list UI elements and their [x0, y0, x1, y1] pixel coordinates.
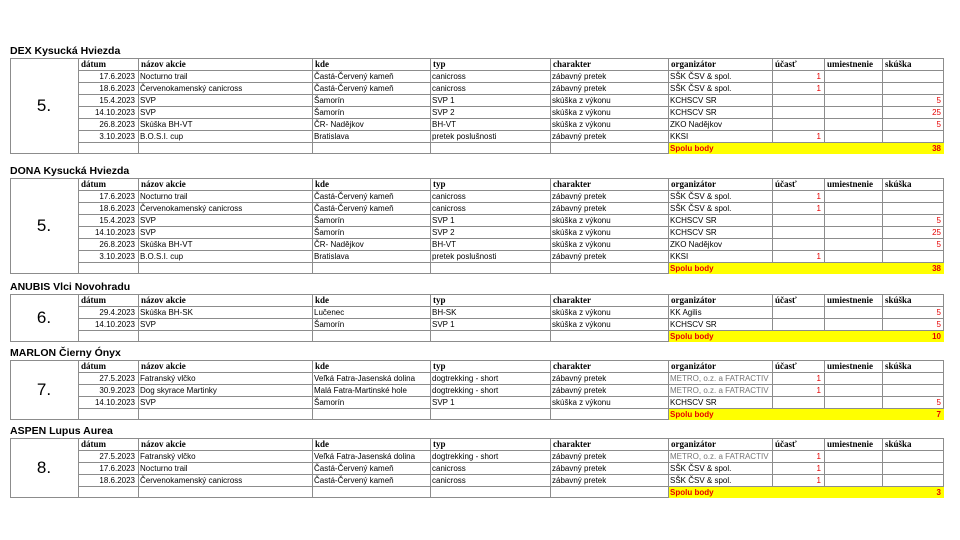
grid-line-v: [138, 178, 139, 274]
rank-label: 6.: [36, 308, 52, 327]
grid-line-v: [430, 360, 431, 420]
cell-umiest: [826, 239, 879, 251]
cell-ucast: [774, 95, 821, 107]
cell-typ: SVP 2: [432, 108, 455, 117]
cell-charakter: skúška z výkonu: [552, 216, 611, 225]
cell-ucast: [774, 307, 821, 319]
cell-nazov: Fatranský vlčko: [140, 374, 196, 383]
cell-umiest: [826, 397, 879, 409]
cell-typ: pretek poslušnosti: [432, 252, 497, 261]
grid-line-v: [78, 58, 79, 154]
cell-charakter: zábavný pretek: [552, 464, 607, 473]
cell-kde: Šamorín: [314, 320, 345, 329]
cell-skuska: [884, 373, 941, 385]
cell-org: SŠK ČSV & spol.: [670, 72, 732, 81]
cell-nazov: Skúška BH-SK: [140, 308, 193, 317]
cell-org: SŠK ČSV & spol.: [670, 84, 732, 93]
cell-typ: canicross: [432, 476, 466, 485]
column-header-org: organizátor: [671, 59, 716, 69]
grid-line-v: [550, 58, 551, 154]
grid-line-v: [550, 178, 551, 274]
cell-ucast: [774, 119, 821, 131]
cell-typ: dogtrekking - short: [432, 374, 499, 383]
total-value: 10: [932, 332, 941, 341]
cell-datum: 15.4.2023: [99, 96, 135, 105]
total-label: Spolu body: [670, 144, 714, 153]
cell-skuska: 25: [932, 228, 941, 237]
cell-kde: Bratislava: [314, 252, 350, 261]
cell-typ: BH-SK: [432, 308, 457, 317]
cell-kde: Veľká Fatra-Jasenská dolina: [314, 374, 416, 383]
cell-datum: 17.6.2023: [99, 192, 135, 201]
cell-typ: dogtrekking - short: [432, 386, 499, 395]
cell-typ: SVP 1: [432, 96, 455, 105]
cell-nazov: Skúška BH-VT: [140, 240, 193, 249]
cell-ucast: 1: [816, 192, 821, 201]
rank-label: 5.: [36, 216, 52, 235]
cell-charakter: skúška z výkonu: [552, 120, 611, 129]
cell-umiest: [826, 119, 879, 131]
cell-datum: 30.9.2023: [99, 386, 135, 395]
section-title: DONA Kysucká Hviezda: [10, 165, 130, 177]
grid-line-v: [550, 294, 551, 342]
cell-skuska: 5: [936, 120, 941, 129]
column-header-nazov: názov akcie: [141, 361, 186, 371]
cell-charakter: skúška z výkonu: [552, 240, 611, 249]
cell-org: SŠK ČSV & spol.: [670, 476, 732, 485]
cell-datum: 29.4.2023: [99, 308, 135, 317]
column-header-charakter: charakter: [553, 295, 591, 305]
grid-line-v: [312, 58, 313, 154]
grid-line-v: [430, 58, 431, 154]
grid-line-v: [824, 58, 825, 154]
cell-kde: ČR- Nadějkov: [314, 240, 364, 249]
grid-line-v: [312, 178, 313, 274]
column-header-kde: kde: [315, 179, 330, 189]
column-header-nazov: názov akcie: [141, 59, 186, 69]
cell-nazov: SVP: [140, 228, 157, 237]
column-header-typ: typ: [433, 439, 446, 449]
cell-umiest: [826, 83, 879, 95]
cell-skuska: 5: [936, 308, 941, 317]
column-header-umiest: umiestnenie: [827, 179, 873, 189]
cell-nazov: Dog skyrace Martinky: [140, 386, 217, 395]
cell-skuska: [884, 251, 941, 263]
cell-nazov: Nocturno trail: [140, 464, 188, 473]
grid-line-v: [312, 438, 313, 498]
cell-umiest: [826, 475, 879, 487]
cell-org: KCHSCV SR: [670, 108, 717, 117]
grid-line-v: [882, 178, 883, 274]
cell-umiest: [826, 307, 879, 319]
cell-datum: 26.8.2023: [99, 240, 135, 249]
cell-charakter: skúška z výkonu: [552, 308, 611, 317]
total-value: 38: [932, 264, 941, 273]
cell-nazov: Červenokamenský canicross: [140, 204, 243, 213]
cell-skuska: 5: [936, 320, 941, 329]
cell-skuska: [884, 71, 941, 83]
cell-skuska: [884, 131, 941, 143]
cell-nazov: B.O.S.I. cup: [140, 252, 184, 261]
cell-charakter: zábavný pretek: [552, 132, 607, 141]
rank-label: 8.: [36, 458, 52, 477]
column-header-skuska: skúška: [885, 295, 912, 305]
column-header-typ: typ: [433, 361, 446, 371]
grid-line-v: [772, 178, 773, 274]
cell-kde: Šamorín: [314, 216, 345, 225]
cell-nazov: B.O.S.I. cup: [140, 132, 184, 141]
column-header-charakter: charakter: [553, 361, 591, 371]
cell-charakter: skúška z výkonu: [552, 228, 611, 237]
cell-typ: SVP 1: [432, 216, 455, 225]
grid-line-v: [78, 438, 79, 498]
column-header-kde: kde: [315, 295, 330, 305]
cell-kde: Častá-Červený kameň: [314, 204, 394, 213]
column-header-umiest: umiestnenie: [827, 439, 873, 449]
grid-line-v: [138, 360, 139, 420]
column-header-datum: dátum: [81, 361, 107, 371]
section-title: DEX Kysucká Hviezda: [10, 45, 121, 57]
column-header-nazov: názov akcie: [141, 295, 186, 305]
cell-typ: pretek poslušnosti: [432, 132, 497, 141]
grid-line-v: [772, 58, 773, 154]
cell-datum: 26.8.2023: [99, 120, 135, 129]
cell-ucast: 1: [816, 204, 821, 213]
cell-kde: Častá-Červený kameň: [314, 464, 394, 473]
cell-charakter: skúška z výkonu: [552, 108, 611, 117]
cell-umiest: [826, 191, 879, 203]
cell-typ: canicross: [432, 192, 466, 201]
cell-skuska: [884, 475, 941, 487]
cell-nazov: Červenokamenský canicross: [140, 476, 243, 485]
cell-nazov: Nocturno trail: [140, 72, 188, 81]
grid-line-v: [824, 178, 825, 274]
cell-nazov: Skúška BH-VT: [140, 120, 193, 129]
cell-kde: Častá-Červený kameň: [314, 476, 394, 485]
cell-umiest: [826, 203, 879, 215]
cell-typ: SVP 2: [432, 228, 455, 237]
column-header-ucast: účasť: [775, 179, 797, 189]
column-header-ucast: účasť: [775, 439, 797, 449]
cell-umiest: [826, 107, 879, 119]
cell-ucast: [774, 227, 821, 239]
cell-nazov: SVP: [140, 398, 157, 407]
cell-datum: 14.10.2023: [94, 398, 135, 407]
cell-nazov: Fatranský vlčko: [140, 452, 196, 461]
cell-ucast: 1: [816, 374, 821, 383]
cell-skuska: [884, 203, 941, 215]
cell-umiest: [826, 451, 879, 463]
cell-skuska: [884, 451, 941, 463]
cell-org: KCHSCV SR: [670, 320, 717, 329]
column-header-org: organizátor: [671, 179, 716, 189]
grid-line-v: [312, 360, 313, 420]
grid-line-v: [312, 294, 313, 342]
column-header-kde: kde: [315, 439, 330, 449]
cell-charakter: skúška z výkonu: [552, 398, 611, 407]
cell-charakter: zábavný pretek: [552, 84, 607, 93]
cell-typ: BH-VT: [432, 120, 456, 129]
cell-skuska: 5: [936, 216, 941, 225]
cell-org: ZKO Nadějkov: [670, 120, 723, 129]
cell-skuska: [884, 191, 941, 203]
total-value: 38: [932, 144, 941, 153]
cell-datum: 14.10.2023: [94, 320, 135, 329]
grid-line-v: [668, 178, 669, 274]
column-header-charakter: charakter: [553, 59, 591, 69]
column-header-typ: typ: [433, 295, 446, 305]
grid-line-v: [138, 294, 139, 342]
cell-skuska: 5: [936, 240, 941, 249]
cell-kde: Šamorín: [314, 96, 345, 105]
cell-nazov: SVP: [140, 320, 157, 329]
grid-line-v: [430, 438, 431, 498]
cell-ucast: 1: [816, 386, 821, 395]
column-header-ucast: účasť: [775, 295, 797, 305]
cell-typ: SVP 1: [432, 320, 455, 329]
cell-ucast: [774, 397, 821, 409]
cell-ucast: 1: [816, 452, 821, 461]
column-header-kde: kde: [315, 361, 330, 371]
cell-ucast: [774, 107, 821, 119]
total-label: Spolu body: [670, 410, 714, 419]
cell-datum: 27.5.2023: [99, 452, 135, 461]
cell-charakter: zábavný pretek: [552, 374, 607, 383]
cell-skuska: 5: [936, 398, 941, 407]
cell-org: METRO, o.z. a FATRACTIV: [670, 386, 769, 395]
cell-typ: dogtrekking - short: [432, 452, 499, 461]
cell-kde: Častá-Červený kameň: [314, 72, 394, 81]
section-title: MARLON Čierny Ónyx: [10, 347, 121, 359]
cell-org: KCHSCV SR: [670, 398, 717, 407]
cell-umiest: [826, 95, 879, 107]
cell-umiest: [826, 227, 879, 239]
cell-umiest: [826, 131, 879, 143]
cell-charakter: zábavný pretek: [552, 386, 607, 395]
cell-kde: Šamorín: [314, 228, 345, 237]
column-header-org: organizátor: [671, 295, 716, 305]
grid-line-v: [78, 294, 79, 342]
cell-umiest: [826, 385, 879, 397]
cell-kde: Veľká Fatra-Jasenská dolina: [314, 452, 416, 461]
cell-skuska: [884, 83, 941, 95]
column-header-ucast: účasť: [775, 361, 797, 371]
cell-ucast: 1: [816, 476, 821, 485]
cell-org: KKSI: [670, 252, 689, 261]
cell-umiest: [826, 319, 879, 331]
cell-charakter: zábavný pretek: [552, 72, 607, 81]
cell-charakter: zábavný pretek: [552, 476, 607, 485]
cell-umiest: [826, 71, 879, 83]
cell-nazov: SVP: [140, 216, 157, 225]
cell-ucast: [774, 239, 821, 251]
cell-kde: Lučenec: [314, 308, 345, 317]
column-header-datum: dátum: [81, 179, 107, 189]
cell-datum: 3.10.2023: [99, 252, 135, 261]
cell-charakter: zábavný pretek: [552, 452, 607, 461]
cell-umiest: [826, 373, 879, 385]
cell-org: KK Agilis: [670, 308, 702, 317]
column-header-skuska: skúška: [885, 59, 912, 69]
grid-line-v: [430, 294, 431, 342]
cell-org: ZKO Nadějkov: [670, 240, 723, 249]
total-label: Spolu body: [670, 332, 714, 341]
cell-kde: Šamorín: [314, 398, 345, 407]
cell-skuska: [884, 463, 941, 475]
cell-nazov: Červenokamenský canicross: [140, 84, 243, 93]
column-header-nazov: názov akcie: [141, 439, 186, 449]
cell-umiest: [826, 251, 879, 263]
cell-ucast: 1: [816, 252, 821, 261]
column-header-org: organizátor: [671, 439, 716, 449]
cell-ucast: [774, 319, 821, 331]
cell-nazov: SVP: [140, 108, 157, 117]
column-header-typ: typ: [433, 59, 446, 69]
cell-ucast: [774, 215, 821, 227]
cell-ucast: 1: [816, 72, 821, 81]
cell-charakter: skúška z výkonu: [552, 320, 611, 329]
column-header-datum: dátum: [81, 59, 107, 69]
total-label: Spolu body: [670, 264, 714, 273]
grid-line-v: [668, 58, 669, 154]
grid-line-v: [550, 360, 551, 420]
cell-datum: 18.6.2023: [99, 476, 135, 485]
cell-org: SŠK ČSV & spol.: [670, 192, 732, 201]
cell-charakter: zábavný pretek: [552, 204, 607, 213]
rank-label: 5.: [36, 96, 52, 115]
column-header-org: organizátor: [671, 361, 716, 371]
grid-line-v: [430, 178, 431, 274]
column-header-umiest: umiestnenie: [827, 59, 873, 69]
column-header-umiest: umiestnenie: [827, 361, 873, 371]
column-header-nazov: názov akcie: [141, 179, 186, 189]
cell-typ: canicross: [432, 204, 466, 213]
column-header-kde: kde: [315, 59, 330, 69]
cell-skuska: 5: [936, 96, 941, 105]
cell-typ: BH-VT: [432, 240, 456, 249]
cell-kde: Šamorín: [314, 108, 345, 117]
total-value: 7: [936, 410, 941, 419]
cell-skuska: 25: [932, 108, 941, 117]
cell-charakter: zábavný pretek: [552, 252, 607, 261]
cell-org: SŠK ČSV & spol.: [670, 204, 732, 213]
cell-skuska: [884, 385, 941, 397]
cell-kde: Malá Fatra-Martinské hole: [314, 386, 407, 395]
cell-typ: canicross: [432, 72, 466, 81]
column-header-charakter: charakter: [553, 439, 591, 449]
cell-org: SŠK ČSV & spol.: [670, 464, 732, 473]
column-header-charakter: charakter: [553, 179, 591, 189]
cell-ucast: 1: [816, 464, 821, 473]
cell-kde: ČR- Nadějkov: [314, 120, 364, 129]
cell-kde: Bratislava: [314, 132, 350, 141]
cell-ucast: 1: [816, 132, 821, 141]
cell-umiest: [826, 463, 879, 475]
total-value: 3: [936, 488, 941, 497]
grid-line-v: [882, 58, 883, 154]
section-title: ASPEN Lupus Aurea: [10, 425, 113, 437]
cell-charakter: zábavný pretek: [552, 192, 607, 201]
cell-datum: 17.6.2023: [99, 72, 135, 81]
cell-org: KCHSCV SR: [670, 228, 717, 237]
cell-typ: canicross: [432, 464, 466, 473]
cell-charakter: skúška z výkonu: [552, 96, 611, 105]
cell-org: KCHSCV SR: [670, 96, 717, 105]
column-header-skuska: skúška: [885, 361, 912, 371]
cell-datum: 15.4.2023: [99, 216, 135, 225]
cell-org: METRO, o.z. a FATRACTIV: [670, 374, 769, 383]
cell-datum: 3.10.2023: [99, 132, 135, 141]
cell-kde: Častá-Červený kameň: [314, 192, 394, 201]
cell-org: KCHSCV SR: [670, 216, 717, 225]
total-label: Spolu body: [670, 488, 714, 497]
column-header-datum: dátum: [81, 439, 107, 449]
cell-org: METRO, o.z. a FATRACTIV: [670, 452, 769, 461]
cell-typ: canicross: [432, 84, 466, 93]
cell-typ: SVP 1: [432, 398, 455, 407]
rank-label: 7.: [36, 380, 52, 399]
cell-datum: 14.10.2023: [94, 108, 135, 117]
cell-org: KKSI: [670, 132, 689, 141]
cell-datum: 17.6.2023: [99, 464, 135, 473]
column-header-umiest: umiestnenie: [827, 295, 873, 305]
cell-datum: 14.10.2023: [94, 228, 135, 237]
cell-nazov: Nocturno trail: [140, 192, 188, 201]
cell-ucast: 1: [816, 84, 821, 93]
grid-line-v: [78, 178, 79, 274]
grid-line-v: [138, 58, 139, 154]
column-header-ucast: účasť: [775, 59, 797, 69]
cell-datum: 18.6.2023: [99, 204, 135, 213]
column-header-skuska: skúška: [885, 439, 912, 449]
grid-line-v: [550, 438, 551, 498]
grid-line-v: [78, 360, 79, 420]
cell-datum: 27.5.2023: [99, 374, 135, 383]
section-title: ANUBIS Vlci Novohradu: [10, 281, 131, 293]
cell-umiest: [826, 215, 879, 227]
column-header-typ: typ: [433, 179, 446, 189]
cell-datum: 18.6.2023: [99, 84, 135, 93]
column-header-datum: dátum: [81, 295, 107, 305]
cell-nazov: SVP: [140, 96, 157, 105]
column-header-skuska: skúška: [885, 179, 912, 189]
cell-kde: Častá-Červený kameň: [314, 84, 394, 93]
grid-line-v: [138, 438, 139, 498]
